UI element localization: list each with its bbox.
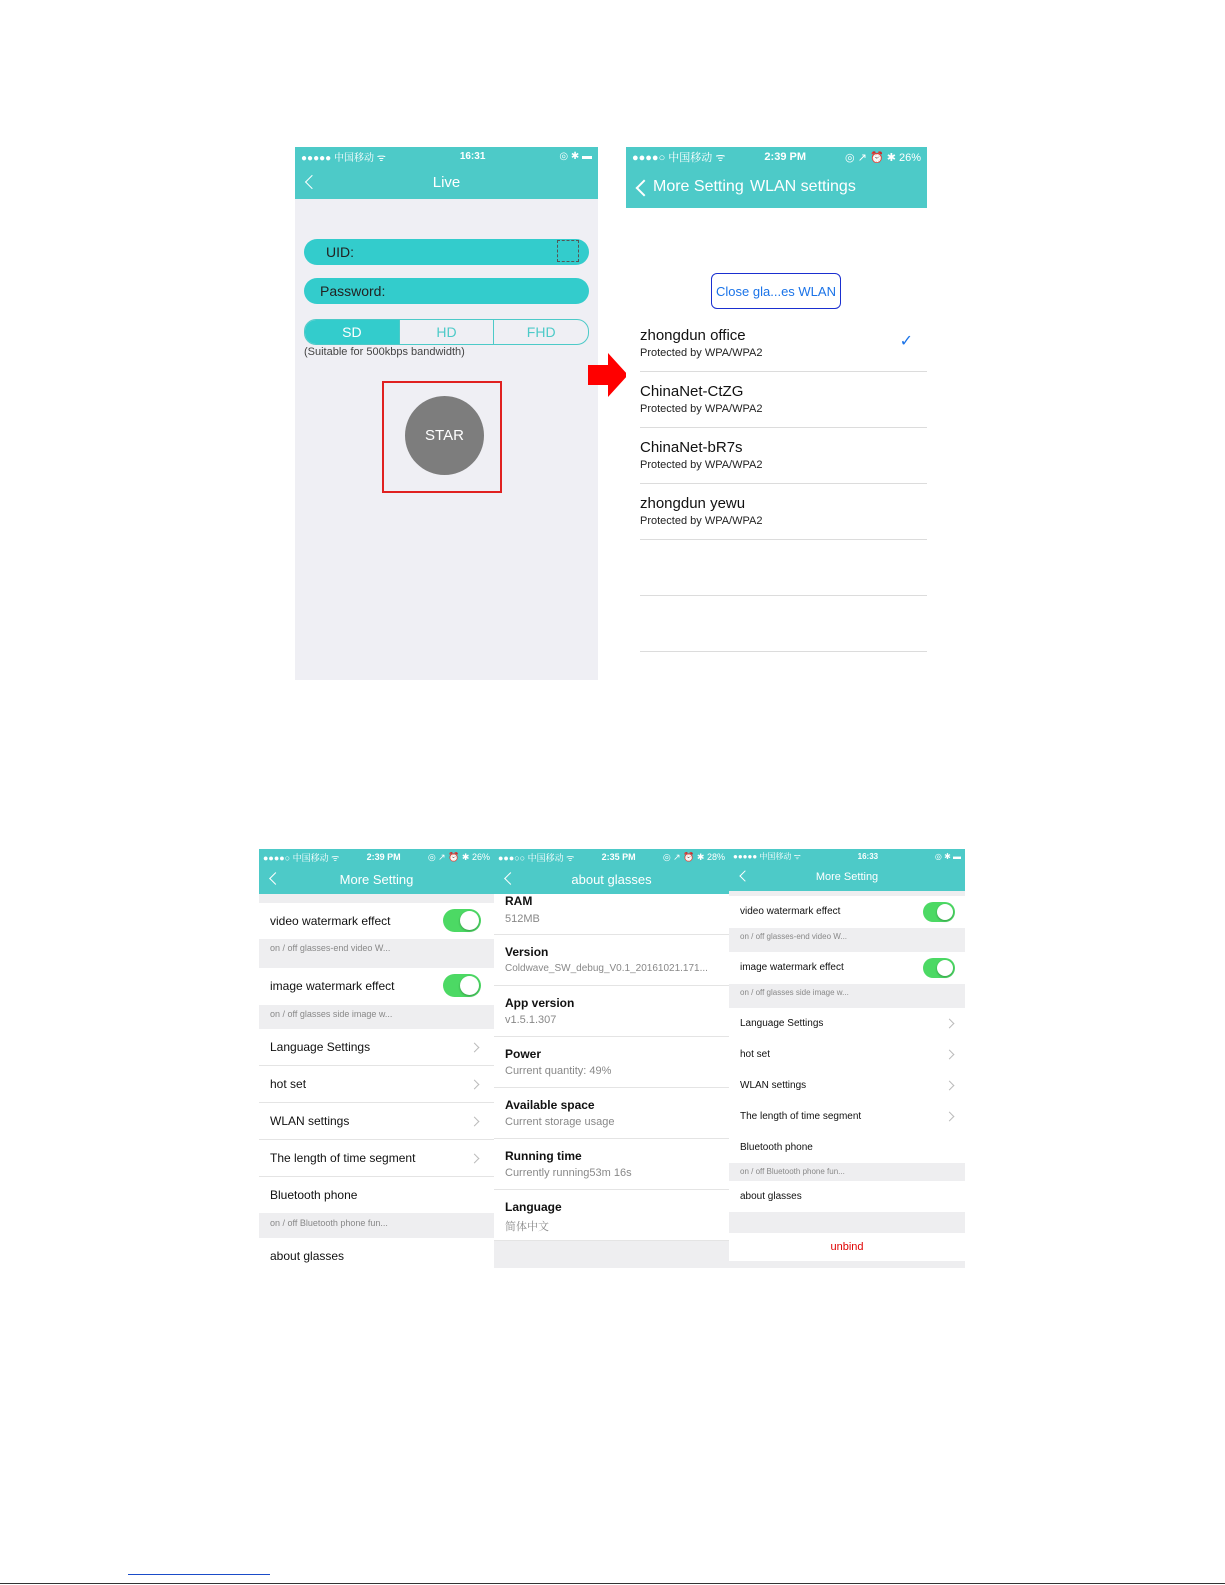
about-item-app-version [494, 986, 729, 1037]
status-carrier: ●●●●● 中国移动 ᯤ [733, 851, 801, 861]
arrow-right-icon [588, 353, 628, 397]
wifi-name: zhongdun office [640, 327, 746, 344]
chevron-right-icon [470, 1043, 480, 1053]
wifi-network-row[interactable] [640, 321, 927, 372]
page-title: Live [432, 173, 461, 191]
video-watermark-label: video watermark effect [740, 906, 841, 917]
page-bottom-rule [0, 1583, 1225, 1584]
about-navbar [494, 865, 729, 894]
wifi-security: Protected by WPA/WPA2 [640, 403, 763, 415]
wifi-network-row[interactable] [640, 377, 927, 428]
time-segment-label: The length of time segment [740, 1111, 862, 1122]
live-screen [295, 147, 598, 680]
status-icons: ◎ ↗ ⏰ ✱ 26% [845, 151, 921, 164]
status-carrier: ●●●○○ 中国移动 ᯤ [498, 852, 575, 863]
start-button-label: STAR [425, 427, 464, 444]
wifi-network-row[interactable] [640, 489, 927, 540]
wlan-screen [626, 147, 927, 657]
status-bar [729, 849, 965, 863]
video-watermark-desc-text: on / off glasses-end video W... [740, 932, 848, 941]
hot-set-label: hot set [270, 1077, 307, 1091]
about-item-ram [494, 894, 729, 935]
about-item-value: Currently running53m 16s [505, 1167, 632, 1179]
scan-qr-icon[interactable] [557, 240, 579, 262]
about-item-power [494, 1037, 729, 1088]
about-item-title: Power [505, 1047, 542, 1061]
status-icons: ◎ ✱ ▬ [934, 851, 961, 861]
about-item-title: RAM [505, 894, 533, 908]
close-wlan-button[interactable] [711, 273, 841, 309]
about-item-title: Available space [505, 1098, 595, 1112]
bluetooth-phone-desc-text: on / off Bluetooth phone fun... [740, 1167, 845, 1176]
start-button[interactable] [405, 396, 484, 475]
status-carrier: ●●●●● 中国移动 ᯤ [301, 152, 386, 164]
wifi-name: zhongdun yewu [640, 495, 746, 512]
about-item-value: 简体中文 [505, 1221, 549, 1233]
hot-set-row[interactable] [259, 1066, 494, 1103]
status-bar [259, 849, 494, 865]
bluetooth-phone-desc [259, 1213, 494, 1235]
unbind-button[interactable]: unbind [830, 1241, 864, 1253]
about-item-title: Language [505, 1200, 562, 1214]
video-watermark-row [729, 896, 965, 929]
about-item-version [494, 935, 729, 986]
status-carrier: ●●●●○ 中国移动 ᯤ [263, 852, 340, 863]
chevron-right-icon [470, 1154, 480, 1164]
status-icons: ◎ ✱ ▬ [559, 150, 592, 162]
password-field[interactable] [304, 278, 589, 304]
language-settings-label: Language Settings [270, 1040, 371, 1054]
back-icon[interactable] [269, 872, 282, 885]
wifi-security: Protected by WPA/WPA2 [640, 347, 763, 359]
image-watermark-label: image watermark effect [270, 979, 395, 993]
video-watermark-row [259, 903, 494, 940]
video-watermark-desc [259, 939, 494, 959]
about-glasses-label: about glasses [270, 1249, 345, 1263]
image-watermark-toggle[interactable] [443, 974, 481, 997]
about-item-value: v1.5.1.307 [505, 1014, 557, 1026]
image-watermark-row [259, 968, 494, 1006]
video-watermark-desc-text: on / off glasses-end video W... [270, 943, 391, 953]
about-item-title: Running time [505, 1149, 582, 1163]
video-watermark-toggle[interactable] [443, 909, 481, 932]
about-glasses-screen [494, 849, 729, 1268]
page-title: More Setting [815, 871, 879, 883]
status-bar [295, 147, 598, 165]
status-bar [626, 147, 927, 167]
time-segment-row[interactable] [729, 1101, 965, 1133]
about-item-language [494, 1190, 729, 1241]
bluetooth-phone-desc-text: on / off Bluetooth phone fun... [270, 1218, 388, 1228]
chevron-right-icon [470, 1117, 480, 1127]
about-glasses-row[interactable] [259, 1238, 494, 1268]
bluetooth-phone-row[interactable] [729, 1132, 965, 1163]
status-carrier: ●●●●○ 中国移动 ᯤ [632, 152, 726, 164]
status-bar [494, 849, 729, 865]
page-title: WLAN settings [750, 178, 856, 195]
bluetooth-phone-label: Bluetooth phone [740, 1142, 813, 1153]
footnote-rule [128, 1574, 270, 1575]
about-item-value: Coldwave_SW_debug_V0.1_20161021.171... [505, 963, 708, 974]
status-time: 2:39 PM [366, 852, 401, 862]
bluetooth-phone-label: Bluetooth phone [270, 1188, 358, 1202]
back-icon[interactable] [305, 175, 319, 189]
page-title: More Setting [339, 872, 414, 887]
image-watermark-desc-text: on / off glasses side image w... [270, 1009, 393, 1019]
about-item-value: Current quantity: 49% [505, 1065, 612, 1077]
more-setting-screen [259, 849, 494, 1268]
page-title: about glasses [571, 872, 652, 887]
chevron-right-icon [945, 1019, 955, 1029]
more-setting-navbar [259, 865, 494, 894]
language-settings-label: Language Settings [740, 1018, 824, 1029]
hot-set-row[interactable] [729, 1039, 965, 1071]
close-wlan-label: Close gla...es WLAN [716, 283, 836, 299]
wifi-network-row[interactable] [640, 433, 927, 484]
more-setting-screen-alt [729, 849, 965, 1268]
chevron-right-icon [945, 1050, 955, 1060]
about-glasses-label: about glasses [740, 1191, 802, 1202]
wifi-empty-row [640, 601, 927, 652]
uid-label: UID: [326, 244, 354, 260]
uid-field[interactable] [304, 239, 589, 265]
quality-option-sd[interactable]: SD [305, 320, 399, 344]
bandwidth-note: (Suitable for 500kbps bandwidth) [304, 346, 465, 358]
back-icon[interactable] [636, 180, 653, 197]
wlan-settings-label: WLAN settings [270, 1114, 350, 1128]
quality-option-hd[interactable]: HD [399, 320, 494, 344]
about-item-running-time [494, 1139, 729, 1190]
image-watermark-toggle[interactable] [923, 958, 955, 978]
unbind-row[interactable] [729, 1233, 965, 1261]
wifi-name: ChinaNet-bR7s [640, 439, 743, 456]
password-label: Password: [320, 283, 386, 299]
live-navbar [295, 165, 598, 199]
wlan-settings-row[interactable] [259, 1103, 494, 1140]
image-watermark-desc [729, 984, 965, 1004]
chevron-right-icon [945, 1081, 955, 1091]
wifi-security: Protected by WPA/WPA2 [640, 515, 763, 527]
about-item-title: App version [505, 996, 575, 1010]
wifi-empty-row [640, 545, 927, 596]
about-item-value: Current storage usage [505, 1116, 615, 1128]
about-item-title: Version [505, 945, 549, 959]
about-glasses-row[interactable] [729, 1181, 965, 1212]
quality-selector[interactable] [304, 319, 589, 345]
image-watermark-row [729, 952, 965, 985]
quality-option-fhd[interactable]: FHD [493, 320, 588, 344]
image-watermark-label: image watermark effect [740, 962, 844, 973]
wlan-settings-row[interactable] [729, 1070, 965, 1102]
back-icon[interactable] [739, 870, 750, 881]
language-settings-row[interactable] [259, 1029, 494, 1066]
back-icon[interactable] [504, 872, 517, 885]
video-watermark-desc [729, 928, 965, 948]
checkmark-icon: ✓ [899, 333, 913, 350]
video-watermark-toggle[interactable] [923, 902, 955, 922]
status-time: 16:31 [459, 150, 486, 162]
about-item-value: 512MB [505, 913, 540, 925]
bluetooth-phone-desc [729, 1163, 965, 1181]
chevron-right-icon [945, 1112, 955, 1122]
status-time: 16:33 [857, 851, 879, 861]
wifi-security: Protected by WPA/WPA2 [640, 459, 763, 471]
hot-set-label: hot set [740, 1049, 771, 1060]
bluetooth-phone-row[interactable] [259, 1177, 494, 1213]
wlan-navbar [626, 167, 927, 208]
about-item-space [494, 1088, 729, 1139]
time-segment-row[interactable] [259, 1140, 494, 1177]
status-icons: ◎ ↗ ⏰ ✱ 28% [662, 851, 725, 862]
language-settings-row[interactable] [729, 1008, 965, 1040]
image-watermark-desc-text: on / off glasses side image w... [740, 988, 849, 997]
back-label[interactable]: More Setting [653, 178, 744, 195]
image-watermark-desc [259, 1005, 494, 1025]
status-time: 2:39 PM [764, 151, 806, 163]
chevron-right-icon [470, 1080, 480, 1090]
more-setting-navbar [729, 863, 965, 891]
time-segment-label: The length of time segment [270, 1151, 416, 1165]
video-watermark-label: video watermark effect [270, 914, 391, 928]
wlan-settings-label: WLAN settings [740, 1080, 807, 1091]
wifi-name: ChinaNet-CtZG [640, 383, 744, 400]
status-time: 2:35 PM [601, 852, 636, 862]
status-icons: ◎ ↗ ⏰ ✱ 26% [427, 851, 490, 862]
